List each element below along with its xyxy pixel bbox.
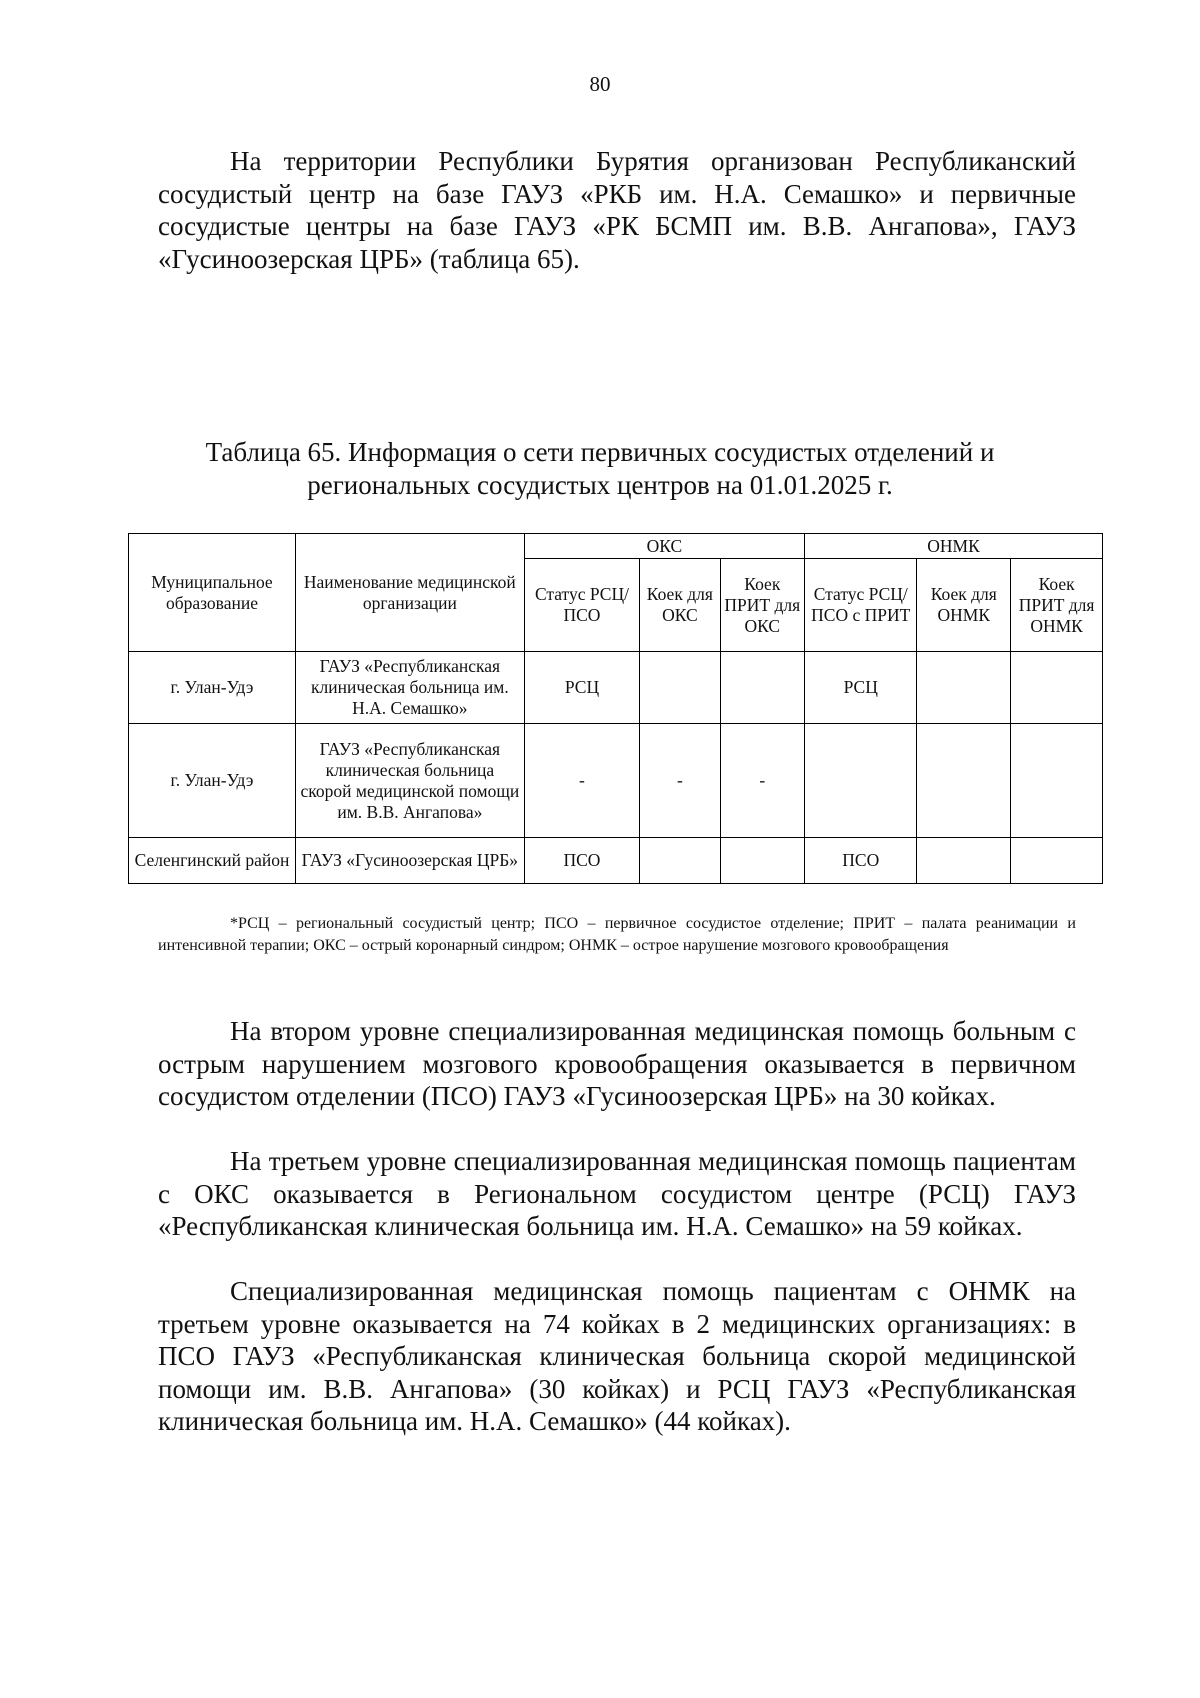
page-number: 80 xyxy=(589,72,611,96)
cell-municipality: г. Улан-Удэ xyxy=(129,724,296,838)
table-title: Таблица 65. Информация о сети первичных сосудистых отделений и региональных сосудистых центров на 01.01.2025 г. xyxy=(205,437,995,500)
body-paragraph: Специализированная медицинская помощь пациентам с ОНМК на третьем уровне оказывается на 74 койках в 2 медицинских организациях: в ПСО ГАУЗ «Республиканская клиническая больница скорой медицинской помощи им. В.В. Ангапова» (30 койках) и РСЦ ГАУЗ «Республиканская клиническая больница им. Н.А. Семашко» (44 койках). xyxy=(158,1276,1076,1436)
header-oks-prit: Коек ПРИТ для ОКС xyxy=(720,559,805,652)
cell-onmk-prit xyxy=(1011,652,1103,724)
cell-onmk-status: РСЦ xyxy=(805,652,917,724)
table-header-row-1 xyxy=(129,534,1103,559)
header-onmk-group: ОНМК xyxy=(805,534,1103,559)
cell-oks-prit: - xyxy=(720,724,805,838)
table-row xyxy=(129,724,1103,838)
table-row xyxy=(129,652,1103,724)
header-organization: Наименование медицинской организации xyxy=(295,534,524,652)
cell-municipality: Селенгинский район xyxy=(129,838,296,884)
body-paragraph: На втором уровне специализированная медицинская помощь больным с острым нарушением мозгового кровообращения оказывается в первичном сосудистом отделении (ПСО) ГАУЗ «Гусиноозерская ЦРБ» на 30 койках. xyxy=(158,1016,1076,1111)
cell-oks-status: - xyxy=(524,724,639,838)
cell-oks-prit xyxy=(720,652,805,724)
cell-oks-status: ПСО xyxy=(524,838,639,884)
cell-oks-prit xyxy=(720,838,805,884)
header-onmk-status: Статус РСЦ/ПСО с ПРИТ xyxy=(805,559,917,652)
cell-oks-beds xyxy=(640,838,720,884)
header-oks-group: ОКС xyxy=(524,534,804,559)
vascular-centers-table-wrapper xyxy=(128,533,1103,884)
cell-onmk-prit xyxy=(1011,724,1103,838)
vascular-centers-table xyxy=(128,533,1103,884)
cell-onmk-beds xyxy=(917,652,1011,724)
header-oks-status: Статус РСЦ/ПСО xyxy=(524,559,639,652)
body-paragraph: На третьем уровне специализированная медицинская помощь пациентам с ОКС оказывается в Региональном сосудистом центре (РСЦ) ГАУЗ «Республиканская клиническая больница им. Н.А. Семашко» на 59 койках. xyxy=(158,1146,1076,1241)
header-municipality: Муниципальное образование xyxy=(129,534,296,652)
cell-oks-beds: - xyxy=(640,724,720,838)
header-onmk-prit: Коек ПРИТ для ОНМК xyxy=(1011,559,1103,652)
table-row xyxy=(129,838,1103,884)
cell-organization: ГАУЗ «Республиканская клиническая больница скорой медицинской помощи им. В.В. Ангапова» xyxy=(295,724,524,838)
cell-onmk-status: ПСО xyxy=(805,838,917,884)
cell-onmk-status xyxy=(805,724,917,838)
header-onmk-beds: Коек для ОНМК xyxy=(917,559,1011,652)
cell-onmk-prit xyxy=(1011,838,1103,884)
cell-oks-status: РСЦ xyxy=(524,652,639,724)
cell-oks-beds xyxy=(640,652,720,724)
cell-onmk-beds xyxy=(917,838,1011,884)
intro-paragraph: На территории Республики Бурятия организован Республиканский сосудистый центр на базе ГАУЗ «РКБ им. Н.А. Семашко» и первичные сосудистые центры на базе ГАУЗ «РК БСМП им. В.В. Ангапова», ГАУЗ «Гусиноозерская ЦРБ» (таблица 65). xyxy=(158,146,1076,274)
cell-municipality: г. Улан-Удэ xyxy=(129,652,296,724)
cell-organization: ГАУЗ «Республиканская клиническая больница им. Н.А. Семашко» xyxy=(295,652,524,724)
header-oks-beds: Коек для ОКС xyxy=(640,559,720,652)
cell-onmk-beds xyxy=(917,724,1011,838)
cell-organization: ГАУЗ «Гусиноозерская ЦРБ» xyxy=(295,838,524,884)
table-footnote: *РСЦ – региональный сосудистый центр; ПСО – первичное сосудистое отделение; ПРИТ – палата реанимации и интенсивной терапии; ОКС – острый коронарный синдром; ОНМК – острое нарушение мозгового кровообращения xyxy=(158,915,1076,954)
